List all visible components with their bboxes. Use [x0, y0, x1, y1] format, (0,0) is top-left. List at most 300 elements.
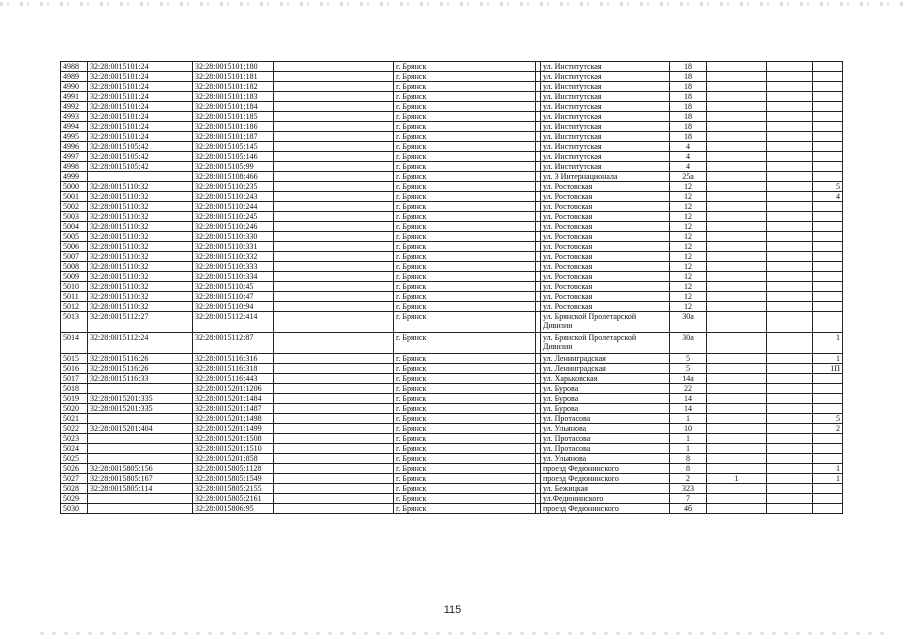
- extra-1-cell: [707, 222, 767, 232]
- extra-1-cell: [707, 212, 767, 222]
- row-id-cell: 5010: [61, 282, 88, 292]
- row-id-cell: 5005: [61, 232, 88, 242]
- extra-2-cell: [767, 82, 813, 92]
- block-cadastral-cell: [88, 504, 193, 514]
- extra-1-cell: [707, 444, 767, 454]
- blank-cell: [274, 444, 394, 454]
- extra-2-cell: [767, 302, 813, 312]
- city-cell: г. Брянск: [394, 504, 536, 514]
- cadastral-number-cell: 32:28:0015201:858: [193, 454, 274, 464]
- apartment-cell: [813, 112, 843, 122]
- blank-cell: [274, 414, 394, 424]
- apartment-cell: [813, 434, 843, 444]
- extra-1-cell: [707, 122, 767, 132]
- block-cadastral-cell: 32:28:0015101:24: [88, 72, 193, 82]
- blank-cell: [274, 222, 394, 232]
- block-cadastral-cell: 32:28:0015805:114: [88, 484, 193, 494]
- row-id-cell: 5006: [61, 242, 88, 252]
- table-row: [61, 364, 843, 374]
- row-id-cell: 4995: [61, 132, 88, 142]
- table-row: [61, 494, 843, 504]
- table-row: [61, 162, 843, 172]
- apartment-cell: [813, 504, 843, 514]
- extra-1-cell: 1: [707, 474, 767, 484]
- city-cell: г. Брянск: [394, 102, 536, 112]
- extra-2-cell: [767, 454, 813, 464]
- cadastral-number-cell: 32:28:0015101:184: [193, 102, 274, 112]
- block-cadastral-cell: 32:28:0015101:24: [88, 122, 193, 132]
- house-number-cell: 323: [670, 484, 707, 494]
- city-cell: г. Брянск: [394, 72, 536, 82]
- city-cell: г. Брянск: [394, 312, 536, 333]
- row-id-cell: 5030: [61, 504, 88, 514]
- extra-2-cell: [767, 142, 813, 152]
- table-row: [61, 112, 843, 122]
- table-row: [61, 444, 843, 454]
- extra-2-cell: [767, 232, 813, 242]
- city-cell: г. Брянск: [394, 112, 536, 122]
- table-row: [61, 354, 843, 364]
- extra-2-cell: [767, 102, 813, 112]
- street-cell: ул. Бурова: [541, 384, 670, 394]
- city-cell: г. Брянск: [394, 454, 536, 464]
- cadastral-number-cell: 32:28:0015101:180: [193, 62, 274, 72]
- house-number-cell: 4: [670, 162, 707, 172]
- house-number-cell: 22: [670, 384, 707, 394]
- block-cadastral-cell: 32:28:0015110:32: [88, 282, 193, 292]
- apartment-cell: [813, 272, 843, 282]
- street-cell: ул. Бурова: [541, 394, 670, 404]
- block-cadastral-cell: 32:28:0015110:32: [88, 302, 193, 312]
- row-id-cell: 5021: [61, 414, 88, 424]
- block-cadastral-cell: 32:28:0015101:24: [88, 82, 193, 92]
- apartment-cell: [813, 394, 843, 404]
- house-number-cell: 1: [670, 434, 707, 444]
- table-row: [61, 92, 843, 102]
- apartment-cell: [813, 282, 843, 292]
- city-cell: г. Брянск: [394, 92, 536, 102]
- table-row: [61, 102, 843, 112]
- apartment-cell: 1П: [813, 364, 843, 374]
- apartment-cell: [813, 302, 843, 312]
- block-cadastral-cell: [88, 444, 193, 454]
- table-row: [61, 474, 843, 484]
- street-cell: ул. Институтская: [541, 162, 670, 172]
- city-cell: г. Брянск: [394, 142, 536, 152]
- extra-2-cell: [767, 424, 813, 434]
- table-row: [61, 222, 843, 232]
- row-id-cell: 5015: [61, 354, 88, 364]
- block-cadastral-cell: 32:28:0015116:33: [88, 374, 193, 384]
- block-cadastral-cell: 32:28:0015101:24: [88, 62, 193, 72]
- city-cell: г. Брянск: [394, 474, 536, 484]
- extra-1-cell: [707, 172, 767, 182]
- cadastral-number-cell: 32:28:0015805:2161: [193, 494, 274, 504]
- table-row: [61, 172, 843, 182]
- extra-1-cell: [707, 312, 767, 333]
- row-id-cell: 5027: [61, 474, 88, 484]
- blank-cell: [274, 384, 394, 394]
- row-id-cell: 5014: [61, 333, 88, 354]
- extra-1-cell: [707, 242, 767, 252]
- cadastral-number-cell: 32:28:0015201:1499: [193, 424, 274, 434]
- apartment-cell: 1: [813, 464, 843, 474]
- cadastral-number-cell: 32:28:0015110:245: [193, 212, 274, 222]
- cadastral-number-cell: 32:28:0015110:334: [193, 272, 274, 282]
- apartment-cell: [813, 404, 843, 414]
- apartment-cell: [813, 162, 843, 172]
- house-number-cell: 12: [670, 202, 707, 212]
- block-cadastral-cell: 32:28:0015110:32: [88, 182, 193, 192]
- blank-cell: [274, 312, 394, 333]
- table-row: [61, 62, 843, 72]
- city-cell: г. Брянск: [394, 494, 536, 504]
- extra-2-cell: [767, 112, 813, 122]
- blank-cell: [274, 374, 394, 384]
- street-cell: проезд Федюнинского: [541, 474, 670, 484]
- extra-2-cell: [767, 122, 813, 132]
- block-cadastral-cell: [88, 172, 193, 182]
- cadastral-number-cell: 32:28:0015101:187: [193, 132, 274, 142]
- blank-cell: [274, 232, 394, 242]
- street-cell: ул. Ростовская: [541, 282, 670, 292]
- apartment-cell: [813, 262, 843, 272]
- street-cell: ул. Институтская: [541, 112, 670, 122]
- street-cell: ул. Ростовская: [541, 232, 670, 242]
- street-cell: ул. Ростовская: [541, 262, 670, 272]
- apartment-cell: [813, 212, 843, 222]
- street-cell: ул.Федюнинского: [541, 494, 670, 504]
- table-row: [61, 82, 843, 92]
- apartment-cell: [813, 122, 843, 132]
- extra-2-cell: [767, 474, 813, 484]
- row-id-cell: 4992: [61, 102, 88, 112]
- house-number-cell: 18: [670, 122, 707, 132]
- house-number-cell: 30а: [670, 333, 707, 354]
- extra-1-cell: [707, 504, 767, 514]
- city-cell: г. Брянск: [394, 62, 536, 72]
- city-cell: г. Брянск: [394, 374, 536, 384]
- city-cell: г. Брянск: [394, 172, 536, 182]
- extra-2-cell: [767, 182, 813, 192]
- extra-2-cell: [767, 242, 813, 252]
- row-id-cell: 5018: [61, 384, 88, 394]
- extra-2-cell: [767, 172, 813, 182]
- city-cell: г. Брянск: [394, 242, 536, 252]
- extra-2-cell: [767, 292, 813, 302]
- street-cell: ул. Ростовская: [541, 242, 670, 252]
- table-row: [61, 464, 843, 474]
- street-cell: ул. 3 Интернационала: [541, 172, 670, 182]
- blank-cell: [274, 262, 394, 272]
- street-cell: ул. Институтская: [541, 122, 670, 132]
- blank-cell: [274, 162, 394, 172]
- extra-1-cell: [707, 354, 767, 364]
- extra-1-cell: [707, 162, 767, 172]
- house-number-cell: 18: [670, 82, 707, 92]
- street-cell: ул. Ульянова: [541, 454, 670, 464]
- apartment-cell: 1: [813, 354, 843, 364]
- street-cell: ул. Брянской Пролетарской Дивизии: [541, 312, 670, 333]
- blank-cell: [274, 474, 394, 484]
- block-cadastral-cell: 32:28:0015110:32: [88, 272, 193, 282]
- table-row: [61, 142, 843, 152]
- apartment-cell: [813, 252, 843, 262]
- apartment-cell: 2: [813, 424, 843, 434]
- street-cell: ул. Брянской Пролетарской Дивизии: [541, 333, 670, 354]
- table-row: [61, 302, 843, 312]
- extra-2-cell: [767, 312, 813, 333]
- street-cell: ул. Институтская: [541, 132, 670, 142]
- extra-1-cell: [707, 292, 767, 302]
- extra-2-cell: [767, 282, 813, 292]
- row-id-cell: 5004: [61, 222, 88, 232]
- street-cell: ул. Харьковская: [541, 374, 670, 384]
- cadastral-number-cell: 32:28:0015110:332: [193, 252, 274, 262]
- house-number-cell: 18: [670, 132, 707, 142]
- house-number-cell: 18: [670, 102, 707, 112]
- city-cell: г. Брянск: [394, 424, 536, 434]
- street-cell: ул. Ростовская: [541, 222, 670, 232]
- apartment-cell: [813, 82, 843, 92]
- extra-2-cell: [767, 272, 813, 282]
- house-number-cell: 8: [670, 464, 707, 474]
- table-row: [61, 132, 843, 142]
- scan-noise-top: [0, 2, 905, 6]
- house-number-cell: 5: [670, 354, 707, 364]
- blank-cell: [274, 142, 394, 152]
- blank-cell: [274, 92, 394, 102]
- extra-1-cell: [707, 484, 767, 494]
- row-id-cell: 5002: [61, 202, 88, 212]
- house-number-cell: 4б: [670, 504, 707, 514]
- city-cell: г. Брянск: [394, 222, 536, 232]
- extra-1-cell: [707, 434, 767, 444]
- city-cell: г. Брянск: [394, 404, 536, 414]
- cadastral-number-cell: 32:28:0015101:183: [193, 92, 274, 102]
- block-cadastral-cell: 32:28:0015201:335: [88, 404, 193, 414]
- house-number-cell: 18: [670, 112, 707, 122]
- house-number-cell: 1: [670, 414, 707, 424]
- apartment-cell: [813, 242, 843, 252]
- apartment-cell: [813, 142, 843, 152]
- extra-2-cell: [767, 62, 813, 72]
- extra-1-cell: [707, 404, 767, 414]
- table-row: [61, 282, 843, 292]
- row-id-cell: 5001: [61, 192, 88, 202]
- row-id-cell: 5022: [61, 424, 88, 434]
- street-cell: ул. Институтская: [541, 152, 670, 162]
- blank-cell: [274, 364, 394, 374]
- house-number-cell: 12: [670, 242, 707, 252]
- blank-cell: [274, 404, 394, 414]
- cadastral-number-cell: 32:28:0015116:316: [193, 354, 274, 364]
- apartment-cell: 1: [813, 333, 843, 354]
- apartment-cell: [813, 152, 843, 162]
- apartment-cell: [813, 444, 843, 454]
- blank-cell: [274, 464, 394, 474]
- extra-2-cell: [767, 444, 813, 454]
- cadastral-number-cell: 32:28:0015201:1510: [193, 444, 274, 454]
- table-row: [61, 122, 843, 132]
- extra-2-cell: [767, 464, 813, 474]
- house-number-cell: 30а: [670, 312, 707, 333]
- house-number-cell: 12: [670, 192, 707, 202]
- street-cell: ул. Институтская: [541, 72, 670, 82]
- blank-cell: [274, 424, 394, 434]
- row-id-cell: 4990: [61, 82, 88, 92]
- table-row: [61, 242, 843, 252]
- cadastral-number-cell: 32:28:0015101:182: [193, 82, 274, 92]
- city-cell: г. Брянск: [394, 122, 536, 132]
- blank-cell: [274, 212, 394, 222]
- row-id-cell: 5003: [61, 212, 88, 222]
- street-cell: ул. Ленинградская: [541, 354, 670, 364]
- extra-1-cell: [707, 192, 767, 202]
- extra-1-cell: [707, 92, 767, 102]
- extra-1-cell: [707, 464, 767, 474]
- cadastral-number-cell: 32:28:0015116:443: [193, 374, 274, 384]
- blank-cell: [274, 302, 394, 312]
- table-row: [61, 182, 843, 192]
- extra-2-cell: [767, 222, 813, 232]
- block-cadastral-cell: 32:28:0015110:32: [88, 262, 193, 272]
- blank-cell: [274, 272, 394, 282]
- row-id-cell: 4999: [61, 172, 88, 182]
- block-cadastral-cell: [88, 454, 193, 464]
- street-cell: ул. Институтская: [541, 142, 670, 152]
- registry-table: [60, 61, 843, 514]
- cadastral-number-cell: 32:28:0015110:333: [193, 262, 274, 272]
- house-number-cell: 2: [670, 474, 707, 484]
- row-id-cell: 4988: [61, 62, 88, 72]
- apartment-cell: [813, 132, 843, 142]
- apartment-cell: [813, 374, 843, 384]
- extra-2-cell: [767, 192, 813, 202]
- blank-cell: [274, 333, 394, 354]
- extra-1-cell: [707, 142, 767, 152]
- apartment-cell: 5: [813, 182, 843, 192]
- block-cadastral-cell: [88, 414, 193, 424]
- cadastral-number-cell: 32:28:0015806:95: [193, 504, 274, 514]
- extra-2-cell: [767, 162, 813, 172]
- extra-1-cell: [707, 384, 767, 394]
- house-number-cell: 5: [670, 364, 707, 374]
- row-id-cell: 5017: [61, 374, 88, 384]
- extra-1-cell: [707, 494, 767, 504]
- row-id-cell: 5024: [61, 444, 88, 454]
- apartment-cell: [813, 92, 843, 102]
- cadastral-number-cell: 32:28:0015110:235: [193, 182, 274, 192]
- city-cell: г. Брянск: [394, 192, 536, 202]
- city-cell: г. Брянск: [394, 162, 536, 172]
- block-cadastral-cell: 32:28:0015105:42: [88, 162, 193, 172]
- apartment-cell: [813, 202, 843, 212]
- house-number-cell: 1: [670, 444, 707, 454]
- street-cell: ул. Ростовская: [541, 202, 670, 212]
- extra-1-cell: [707, 414, 767, 424]
- row-id-cell: 5026: [61, 464, 88, 474]
- city-cell: г. Брянск: [394, 394, 536, 404]
- house-number-cell: 14: [670, 404, 707, 414]
- blank-cell: [274, 484, 394, 494]
- house-number-cell: 18: [670, 92, 707, 102]
- extra-1-cell: [707, 102, 767, 112]
- block-cadastral-cell: 32:28:0015112:24: [88, 333, 193, 354]
- extra-2-cell: [767, 364, 813, 374]
- cadastral-number-cell: 32:28:0015110:45: [193, 282, 274, 292]
- street-cell: ул. Ростовская: [541, 182, 670, 192]
- cadastral-number-cell: 32:28:0015108:466: [193, 172, 274, 182]
- table-row: [61, 232, 843, 242]
- page-number: 115: [443, 604, 462, 616]
- apartment-cell: [813, 102, 843, 112]
- house-number-cell: 14а: [670, 374, 707, 384]
- blank-cell: [274, 82, 394, 92]
- city-cell: г. Брянск: [394, 464, 536, 474]
- extra-2-cell: [767, 484, 813, 494]
- city-cell: г. Брянск: [394, 384, 536, 394]
- street-cell: ул. Ленинградская: [541, 364, 670, 374]
- house-number-cell: 12: [670, 302, 707, 312]
- extra-2-cell: [767, 72, 813, 82]
- row-id-cell: 5013: [61, 312, 88, 333]
- house-number-cell: 18: [670, 62, 707, 72]
- extra-1-cell: [707, 302, 767, 312]
- extra-2-cell: [767, 414, 813, 424]
- apartment-cell: [813, 222, 843, 232]
- row-id-cell: 5020: [61, 404, 88, 414]
- blank-cell: [274, 172, 394, 182]
- cadastral-number-cell: 32:28:0015201:1484: [193, 394, 274, 404]
- apartment-cell: 1: [813, 474, 843, 484]
- apartment-cell: [813, 454, 843, 464]
- city-cell: г. Брянск: [394, 292, 536, 302]
- house-number-cell: 12: [670, 292, 707, 302]
- street-cell: ул. Институтская: [541, 102, 670, 112]
- city-cell: г. Брянск: [394, 232, 536, 242]
- row-id-cell: 4997: [61, 152, 88, 162]
- cadastral-number-cell: 32:28:0015101:185: [193, 112, 274, 122]
- city-cell: г. Брянск: [394, 484, 536, 494]
- extra-1-cell: [707, 182, 767, 192]
- blank-cell: [274, 454, 394, 464]
- block-cadastral-cell: 32:28:0015805:167: [88, 474, 193, 484]
- scan-noise-bottom: [40, 632, 890, 635]
- table-row: [61, 292, 843, 302]
- extra-1-cell: [707, 62, 767, 72]
- blank-cell: [274, 102, 394, 112]
- row-id-cell: 5016: [61, 364, 88, 374]
- extra-2-cell: [767, 404, 813, 414]
- cadastral-number-cell: 32:28:0015105:99: [193, 162, 274, 172]
- block-cadastral-cell: 32:28:0015110:32: [88, 222, 193, 232]
- apartment-cell: 5: [813, 414, 843, 424]
- house-number-cell: 10: [670, 424, 707, 434]
- cadastral-number-cell: 32:28:0015112:414: [193, 312, 274, 333]
- table-row: [61, 384, 843, 394]
- table-row: [61, 374, 843, 384]
- city-cell: г. Брянск: [394, 152, 536, 162]
- cadastral-number-cell: 32:28:0015110:246: [193, 222, 274, 232]
- row-id-cell: 5019: [61, 394, 88, 404]
- table-row: [61, 333, 843, 354]
- row-id-cell: 5008: [61, 262, 88, 272]
- extra-2-cell: [767, 504, 813, 514]
- cadastral-number-cell: 32:28:0015805:1128: [193, 464, 274, 474]
- cadastral-number-cell: 32:28:0015101:186: [193, 122, 274, 132]
- block-cadastral-cell: 32:28:0015116:26: [88, 354, 193, 364]
